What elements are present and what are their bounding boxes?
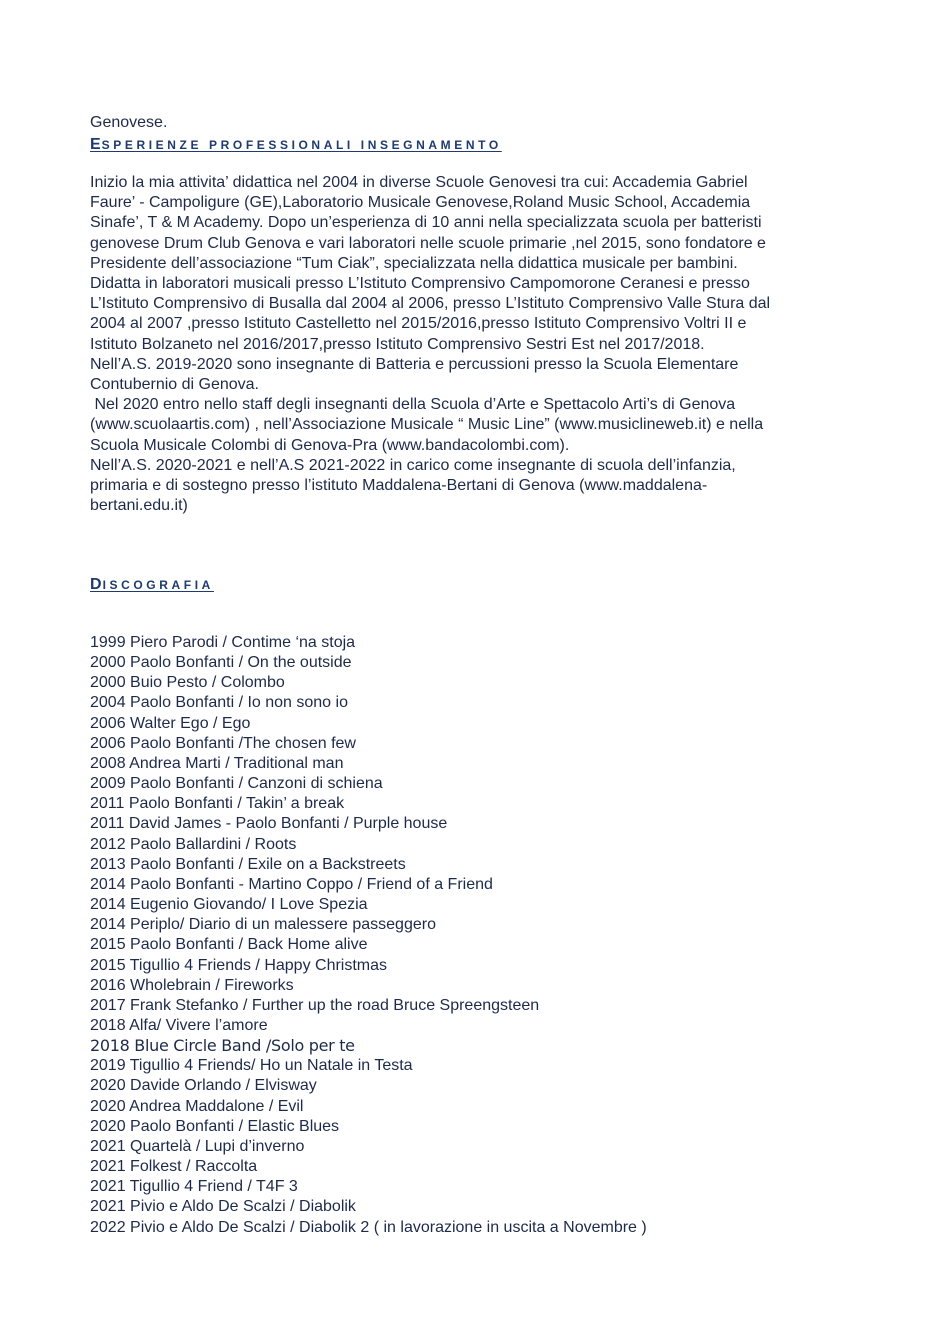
discography-item: 2014 Paolo Bonfanti - Martino Coppo / Friend of a Friend	[90, 875, 493, 893]
discography-item: 2019 Tigullio 4 Friends/ Ho un Natale in Testa	[90, 1057, 413, 1075]
experience-line: Inizio la mia attivita’ didattica nel 2004 in diverse Scuole Genovesi tra cui: Accademia Gabriel	[90, 174, 748, 191]
discography-item: 2020 Davide Orlando / Elvisway	[90, 1077, 317, 1095]
discography-item: 2009 Paolo Bonfanti / Canzoni di schiena	[90, 775, 383, 793]
discography-list	[90, 633, 850, 1238]
discography-item: 2000 Paolo Bonfanti / On the outside	[90, 654, 352, 672]
experience-body	[90, 173, 870, 516]
discography-item: 2017 Frank Stefanko / Further up the road Bruce Spreengsteen	[90, 996, 540, 1014]
discography-item: 2021 Quartelà / Lupi d’inverno	[90, 1137, 305, 1155]
discography-list-container	[90, 633, 850, 1238]
experience-line: bertani.edu.it)	[90, 497, 188, 515]
experience-line: Nell’A.S. 2020-2021 e nell’A.S 2021-2022 in carico come insegnante di scuola dell’infanzia,	[90, 456, 736, 474]
discography-heading-initial: D	[90, 576, 103, 593]
experience-line: genovese Drum Club Genova e vari laboratori nelle scuole primarie ,nel 2015, sono fondatore e	[90, 234, 766, 252]
discography-item: 2006 Walter Ego / Ego	[90, 714, 251, 732]
discography-item: 2014 Eugenio Giovando/ I Love Spezia	[90, 896, 368, 914]
discography-item: 2011 Paolo Bonfanti / Takin’ a break	[90, 795, 345, 813]
discography-item: 2015 Tigullio 4 Friends / Happy Christmas	[90, 956, 388, 974]
experience-line: Sinafe’, T & M Academy. Dopo un’esperienza di 10 anni nella specializzata scuola per batteristi	[90, 214, 762, 232]
discography-item: 2006 Paolo Bonfanti /The chosen few	[90, 734, 356, 752]
experience-line: (www.scuolaartis.com) , nell’Associazione Musicale “ Music Line” (www.musiclineweb.it) e nella	[90, 416, 764, 434]
discography-item: 2008 Andrea Marti / Traditional man	[90, 754, 344, 772]
discography-item: 2021 Folkest / Raccolta	[90, 1158, 258, 1176]
experience-line: primaria e di sostegno presso l’istituto Maddalena-Bertani di Genova (www.maddalena-	[90, 477, 708, 495]
discography-item: 2016 Wholebrain / Fireworks	[90, 976, 294, 994]
experience-line: Faure’ - Campoligure (GE),Laboratorio Musicale Genovese,Roland Music School, Accademia	[90, 194, 751, 212]
discography-item: 1999 Piero Parodi / Contime ‘na stoja	[90, 634, 356, 651]
discography-item: 2000 Buio Pesto / Colombo	[90, 674, 285, 692]
experience-line: 2004 al 2007 ,presso Istituto Castelletto nel 2015/2016,presso Istituto Comprensivo Voltri II e	[90, 315, 747, 333]
experience-line: Presidente dell’associazione “Tum Ciak”, specializzata nella didattica musicale per bambini.	[90, 254, 738, 272]
discography-item: 2021 Pivio e Aldo De Scalzi / Diabolik	[90, 1198, 356, 1216]
discography-item: 2014 Periplo/ Diario di un malessere passeggero	[90, 916, 436, 934]
discography-item: 2012 Paolo Ballardini / Roots	[90, 835, 297, 853]
discography-item: 2018 Alfa/ Vivere l’amore	[90, 1016, 268, 1034]
intro-tail-text	[90, 113, 850, 133]
experience-heading-initial: E	[90, 136, 102, 153]
discography-item: 2013 Paolo Bonfanti / Exile on a Backstreets	[90, 855, 406, 873]
experience-line: Contubernio di Genova.	[90, 376, 259, 394]
discography-heading-rest: ISCOGRAFIA	[102, 578, 214, 592]
experience-heading-rest: SPERIENZE PROFESSIONALI INSEGNAMENTO	[101, 138, 502, 152]
experience-line: L’Istituto Comprensivo di Busalla dal 2004 al 2006, presso L’Istituto Comprensivo Valle Stura dal	[90, 295, 771, 313]
experience-line: Nell’A.S. 2019-2020 sono insegnante di Batteria e percussioni presso la Scuola Elementare	[90, 355, 739, 373]
discography-item: 2004 Paolo Bonfanti / Io non sono io	[90, 694, 348, 712]
discography-item: 2018 Blue Circle Band /Solo per te	[90, 1036, 355, 1056]
discography-item: 2011 David James - Paolo Bonfanti / Purple house	[90, 815, 448, 833]
discography-item: 2020 Paolo Bonfanti / Elastic Blues	[90, 1117, 340, 1135]
experience-heading	[90, 136, 502, 154]
discography-item: 2020 Andrea Maddalone / Evil	[90, 1097, 304, 1115]
discography-item: 2021 Tigullio 4 Friend / T4F 3	[90, 1178, 298, 1196]
discography-heading	[90, 576, 214, 594]
intro-tail: Genovese.	[90, 114, 168, 131]
discography-item: 2015 Paolo Bonfanti / Back Home alive	[90, 936, 368, 954]
experience-line: Didatta in laboratori musicali presso L’Istituto Comprensivo Campomorone Ceranesi e presso	[90, 275, 750, 293]
experience-line: Scuola Musicale Colombi di Genova-Pra (www.bandacolombi.com).	[90, 436, 570, 454]
experience-line: Istituto Bolzaneto nel 2016/2017,presso Istituto Comprensivo Sestri Est nel 2017/2018.	[90, 335, 705, 353]
discography-item: 2022 Pivio e Aldo De Scalzi / Diabolik 2 ( in lavorazione in uscita a Novembre )	[90, 1218, 647, 1236]
experience-line: Nel 2020 entro nello staff degli insegnanti della Scuola d’Arte e Spettacolo Arti’s di Genova	[90, 396, 736, 414]
